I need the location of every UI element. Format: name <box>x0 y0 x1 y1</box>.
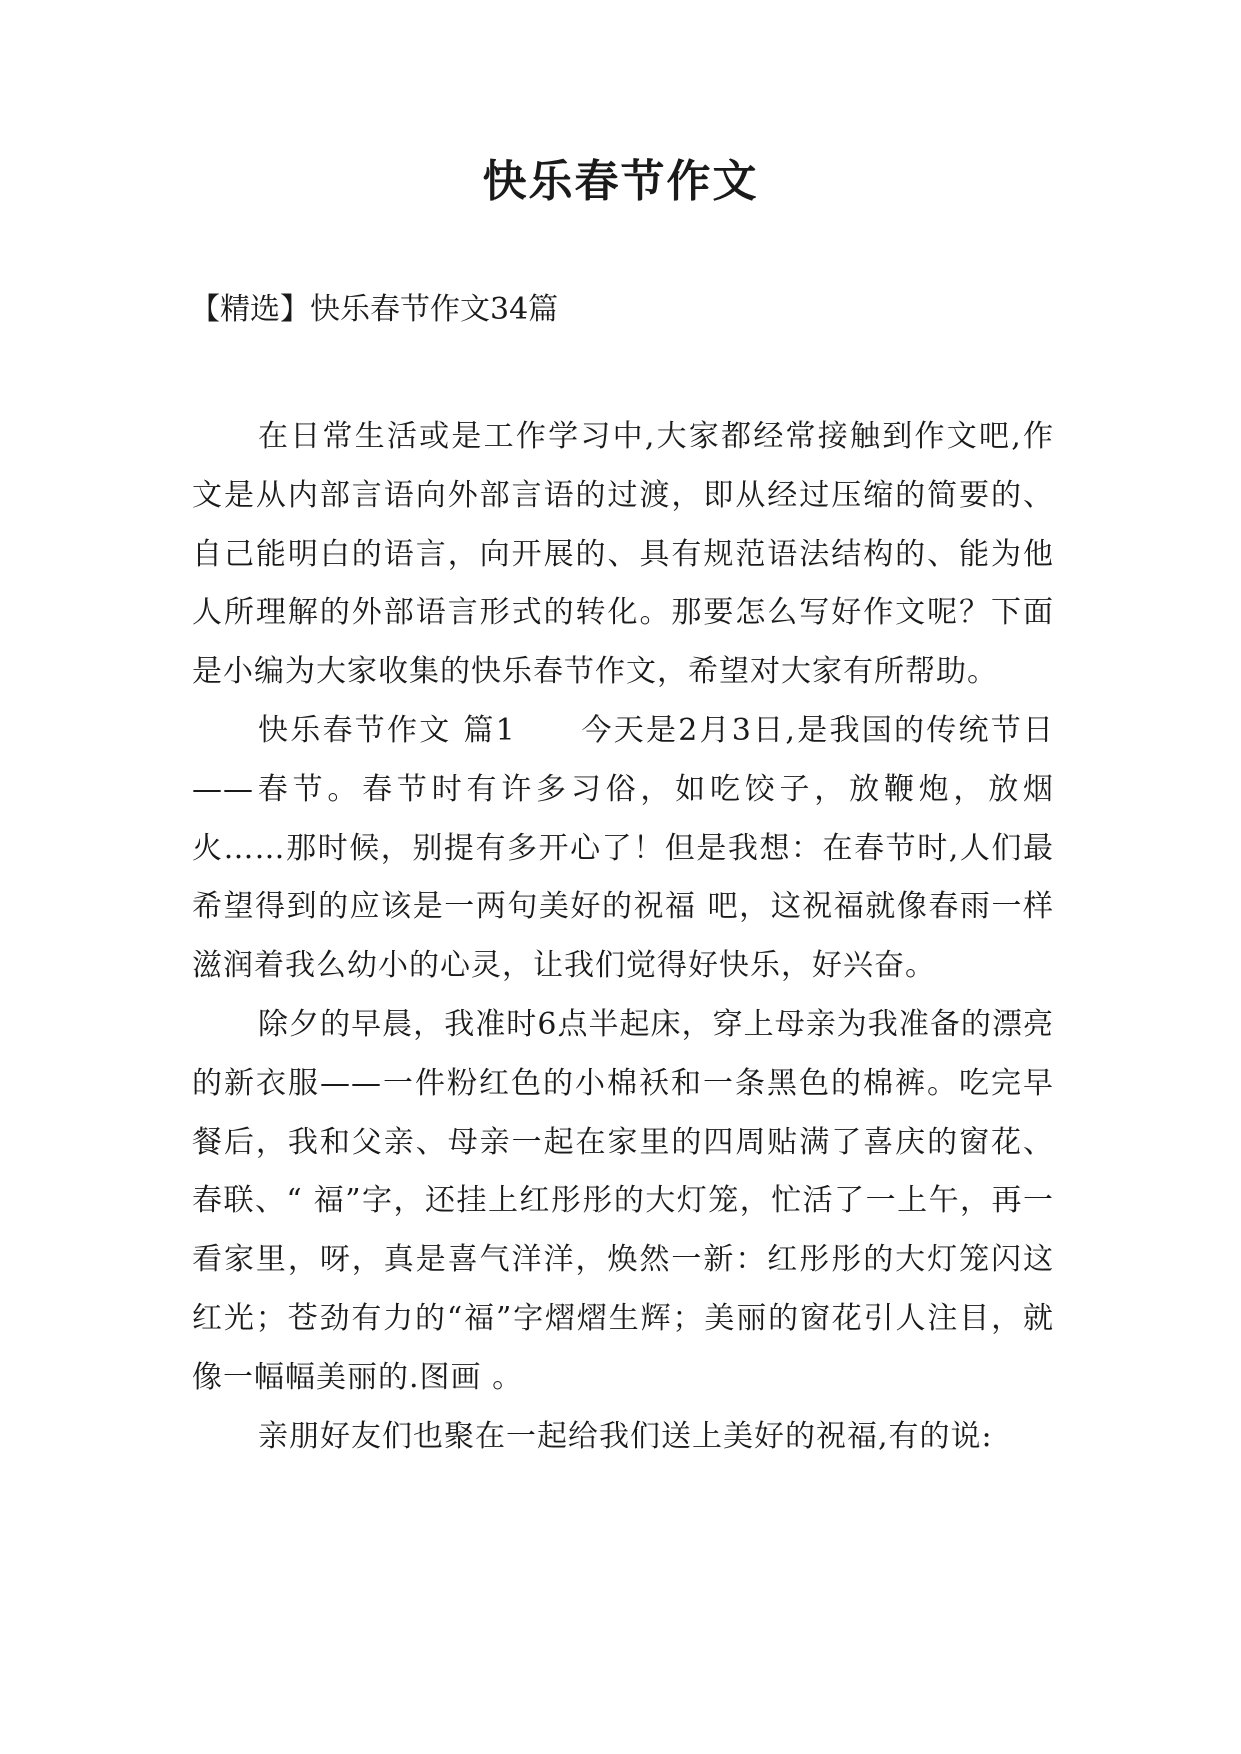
paragraph-essay-1-start: 快乐春节作文 篇1 今天是2月3日,是我国的传统节日——春节。春节时有许多习俗，如吃饺子，放鞭炮，放烟火……那时候，别提有多开心了！但是我想：在春节时,人们最希望得到的应该是一两句美好的祝福 吧，这祝福就像春雨一样滋润着我么幼小的心灵，让我们觉得好快乐，好兴奋。 <box>192 712 1054 984</box>
paragraph-relatives-blessings: 亲朋好友们也聚在一起给我们送上美好的祝福,有的说: <box>258 1418 993 1454</box>
paragraph-new-year-eve-morning: 除夕的早晨，我准时6点半起床，穿上母亲为我准备的漂亮的新衣服——一件粉红色的小棉袄和一条黑色的棉裤。吃完早餐后，我和父亲、母亲一起在家里的四周贴满了喜庆的窗花、春联、“ 福”字，还挂上红彤彤的大灯笼，忙活了一上午，再一看家里，呀，真是喜气洋洋，焕然一新：红彤彤的大灯笼闪这红光；苍劲有力的“福”字熠熠生辉；美丽的窗花引人注目，就像一幅幅美丽的.图画 。 <box>192 1006 1054 1395</box>
paragraph-intro: 在日常生活或是工作学习中,大家都经常接触到作文吧,作文是从内部言语向外部言语的过渡，即从经过压缩的简要的、自己能明白的语言，向开展的、具有规范语法结构的、能为他人所理解的外部语言形式的转化。那要怎么写好作文呢？下面是小编为大家收集的快乐春节作文，希望对大家有所帮助。 <box>192 419 1054 690</box>
document-title: 快乐春节作文 <box>482 156 759 207</box>
document-subtitle: 【精选】快乐春节作文34篇 <box>190 292 559 327</box>
document-body <box>192 408 1054 1466</box>
